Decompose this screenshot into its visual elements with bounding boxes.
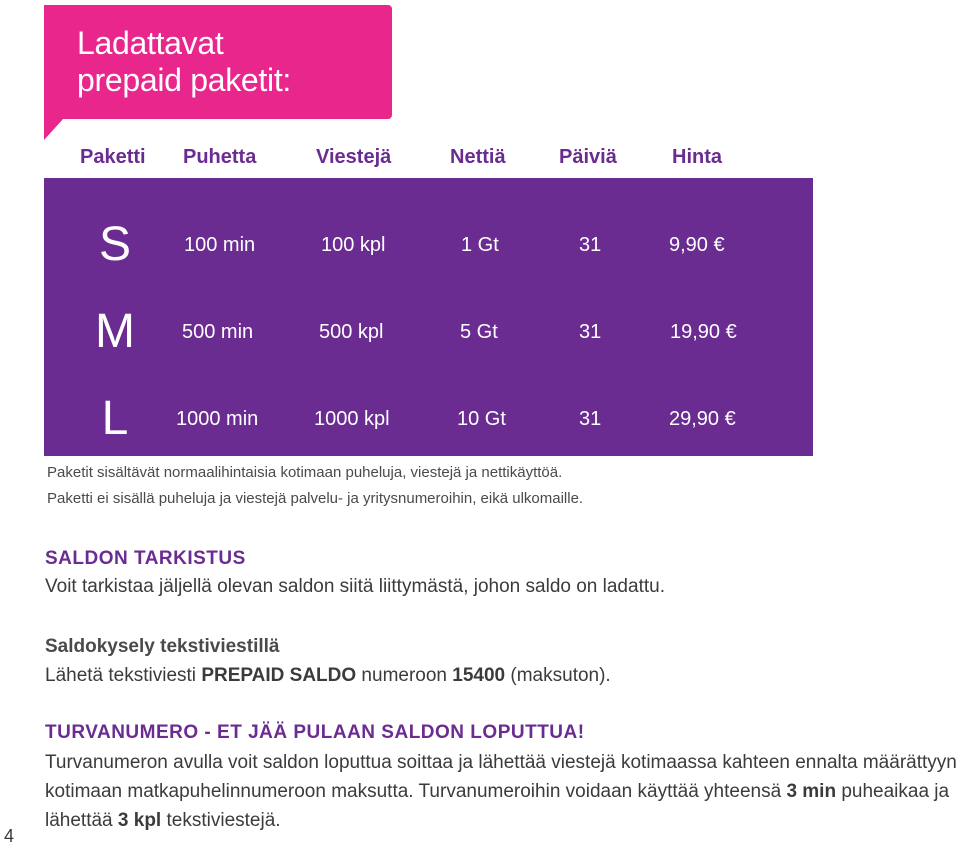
banner-tail	[44, 118, 64, 140]
title-banner	[44, 5, 392, 119]
turva-messages: 3 kpl	[117, 810, 162, 831]
package-letter: L	[101, 392, 129, 445]
col-header-package: Paketti	[80, 146, 146, 168]
days-cell: 31	[579, 234, 602, 256]
note-included: Paketit sisältävät normaalihintaisia kotimaan puheluja, viestejä ja nettikäyttöä.	[47, 464, 563, 481]
sms-heading: Saldokysely tekstiviestillä	[45, 636, 280, 657]
turva-text-mid: puheaikaa ja lähettää	[45, 781, 950, 831]
messages-cell: 1000 kpl	[314, 408, 390, 430]
col-header-days: Päiviä	[559, 146, 617, 168]
title-line-2: prepaid paketit:	[77, 62, 292, 98]
turva-heading: TURVANUMERO - ET JÄÄ PULAAN SALDON LOPUTTUA!	[45, 722, 585, 743]
col-header-data: Nettiä	[450, 146, 506, 168]
col-header-price: Hinta	[672, 146, 722, 168]
page-title	[77, 25, 377, 99]
sms-text-suffix: (maksuton).	[505, 665, 611, 686]
sms-command: PREPAID SALDO	[201, 665, 357, 686]
package-letter: S	[98, 218, 131, 271]
sms-text	[45, 665, 611, 687]
package-row-s	[44, 206, 813, 286]
page-number: 4	[4, 826, 15, 846]
calls-cell: 1000 min	[176, 408, 259, 430]
data-cell: 1 Gt	[461, 234, 499, 256]
calls-cell: 100 min	[184, 234, 256, 256]
price-cell: 29,90 €	[669, 408, 736, 430]
messages-cell: 500 kpl	[319, 321, 384, 343]
days-cell: 31	[579, 408, 602, 430]
price-cell: 9,90 €	[669, 234, 725, 256]
messages-cell: 100 kpl	[321, 234, 386, 256]
turva-text	[45, 748, 960, 835]
sms-text-middle: numeroon	[356, 665, 453, 686]
price-cell: 19,90 €	[670, 321, 737, 343]
package-row-l	[44, 380, 813, 460]
title-line-1: Ladattavat	[77, 25, 224, 61]
turva-text-end: tekstiviestejä.	[161, 810, 281, 831]
days-cell: 31	[579, 321, 602, 343]
col-header-calls: Puhetta	[183, 146, 257, 168]
turva-minutes: 3 min	[786, 781, 837, 802]
sms-text-prefix: Lähetä tekstiviesti	[45, 665, 202, 686]
sms-number: 15400	[452, 665, 506, 686]
calls-cell: 500 min	[182, 321, 254, 343]
saldo-text: Voit tarkistaa jäljellä olevan saldon siitä liittymästä, johon saldo on ladattu.	[45, 576, 665, 597]
note-excluded: Paketti ei sisällä puheluja ja viestejä palvelu- ja yritysnumeroihin, eikä ulkomaille.	[47, 490, 584, 507]
turva-text-main: Turvanumeron avulla voit saldon loputtua soittaa ja lähettää viestejä kotimaassa kahteen ennalta määrättyyn kotimaan matkapuhelinnumeroon maksutta. Turvanumeroihin voidaan käyttää yhteensä	[45, 752, 957, 802]
data-cell: 10 Gt	[457, 408, 506, 430]
package-table	[44, 178, 813, 456]
package-row-m	[44, 293, 813, 373]
saldo-heading: SALDON TARKISTUS	[45, 548, 246, 569]
package-letter: M	[95, 305, 135, 358]
data-cell: 5 Gt	[460, 321, 498, 343]
col-header-messages: Viestejä	[316, 146, 392, 168]
